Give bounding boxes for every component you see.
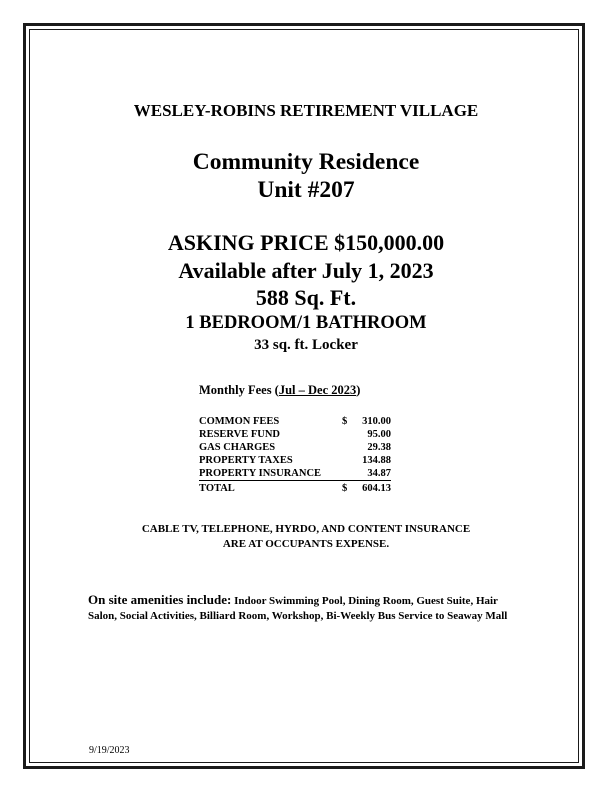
fee-total-dollar-sign: $ xyxy=(342,483,348,494)
expense-notice-line-2: ARE AT OCCUPANTS EXPENSE. xyxy=(222,538,390,550)
fee-label: COMMON FEES xyxy=(199,416,280,427)
fee-row-reserve-fund xyxy=(199,428,391,441)
fee-total-amount: 604.13 xyxy=(362,483,391,494)
square-footage: 588 Sq. Ft. xyxy=(255,285,357,310)
village-name: WESLEY-ROBINS RETIREMENT VILLAGE xyxy=(133,101,479,120)
amenities-paragraph xyxy=(88,592,528,624)
fee-label: RESERVE FUND xyxy=(199,429,281,440)
fee-label: GAS CHARGES xyxy=(199,442,276,453)
fee-row-gas-charges xyxy=(199,441,391,454)
fees-heading-suffix: ) xyxy=(356,383,361,397)
fee-row-total xyxy=(199,482,391,495)
bedroom-count: 1 BEDROOM/1 BATHROOM xyxy=(185,313,427,333)
fee-row-property-taxes xyxy=(199,454,391,467)
fee-label: PROPERTY INSURANCE xyxy=(199,468,322,479)
locker-size: 33 sq. ft. Locker xyxy=(254,337,358,353)
amenities-list: Indoor Swimming Pool, Dining Room, Guest Suite, Hair Salon, Social Activities, Billiard Room, Workshop, Bi-Weekly Bus Service to Seaway Mall xyxy=(88,595,508,622)
availability-date: Available after July 1, 2023 xyxy=(178,258,434,283)
fee-row-common-fees xyxy=(199,415,391,428)
fees-heading-prefix: Monthly Fees ( xyxy=(199,383,279,397)
fee-row-property-insurance xyxy=(199,467,391,480)
fee-dollar-sign: $ xyxy=(342,416,348,427)
fee-amount: 95.00 xyxy=(367,429,391,440)
fee-amount: 34.87 xyxy=(367,468,391,479)
fee-label: PROPERTY TAXES xyxy=(199,455,293,466)
residence-title: Community Residence xyxy=(192,149,420,175)
fee-amount: 134.88 xyxy=(362,455,391,466)
fee-amount: 310.00 xyxy=(362,416,391,427)
fees-period: Jul – Dec 2023 xyxy=(278,383,357,397)
fee-amount: 29.38 xyxy=(367,442,391,453)
document-date: 9/19/2023 xyxy=(89,745,130,756)
fee-total-label: TOTAL xyxy=(199,483,235,494)
fees-total-rule xyxy=(199,480,391,481)
expense-notice-line-1: CABLE TV, TELEPHONE, HYRDO, AND CONTENT INSURANCE xyxy=(141,523,471,535)
unit-number: Unit #207 xyxy=(257,177,355,203)
amenities-lead: On site amenities include: xyxy=(88,592,232,607)
monthly-fees-heading xyxy=(199,383,360,398)
asking-price: ASKING PRICE $150,000.00 xyxy=(167,230,445,255)
